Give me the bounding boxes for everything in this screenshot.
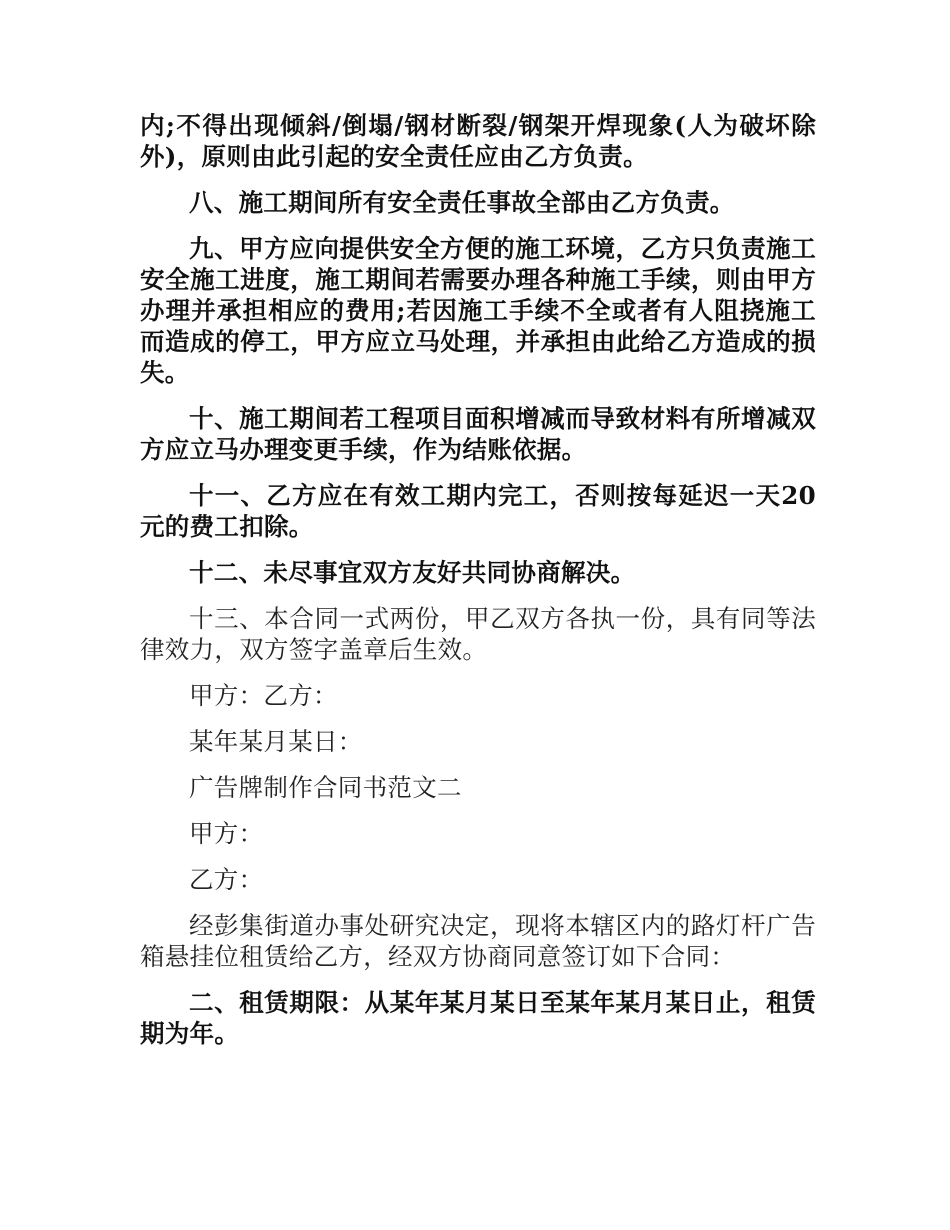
section-title-sample-two: 广告牌制作合同书范文二 (189, 773, 462, 802)
party-a-line: 甲方： (189, 819, 264, 848)
paragraph-clause-9: 九、甲方应向提供安全方便的施工环境，乙方只负责施工安全施工进度，施工期间若需要办理各种施工手续，则由甲方办理并承担相应的费用;若因施工手续不全或者有人阻挠施工而造成的停工，甲方应立马处理，并承担由此给乙方造成的损失。 (140, 234, 816, 387)
paragraph-clause-12: 十二、未尽事宜双方友好共同协商解决。 (189, 558, 636, 587)
document-page (140, 110, 816, 1064)
signature-date-line: 某年某月某日： (189, 727, 363, 756)
paragraph-clause-8: 八、施工期间所有安全责任事故全部由乙方负责。 (189, 188, 735, 217)
party-b-line: 乙方： (189, 865, 264, 894)
paragraph-clause-11: 十一、乙方应在有效工期内完工，否则按每延迟一天20元的费工扣除。 (140, 481, 816, 541)
paragraph-lease-term: 二、租赁期限：从某年某月某日至某年某月某日止，租赁期为年。 (140, 988, 816, 1048)
signature-parties-line: 甲方：乙方： (189, 681, 338, 710)
paragraph-preamble: 经彭集街道办事处研究决定，现将本辖区内的路灯杆广告箱悬挂位租赁给乙方，经双方协商同意签订如下合同： (140, 911, 816, 971)
paragraph-continuation-clause-7: 内;不得出现倾斜/倒塌/钢材断裂/钢架开焊现象(人为破坏除外)，原则由此引起的安全责任应由乙方负责。 (140, 111, 816, 171)
paragraph-clause-10: 十、施工期间若工程项目面积增减而导致材料有所增减双方应立马办理变更手续，作为结账依据。 (140, 404, 816, 464)
paragraph-clause-13: 十三、本合同一式两份，甲乙双方各执一份，具有同等法律效力，双方签字盖章后生效。 (140, 604, 816, 664)
